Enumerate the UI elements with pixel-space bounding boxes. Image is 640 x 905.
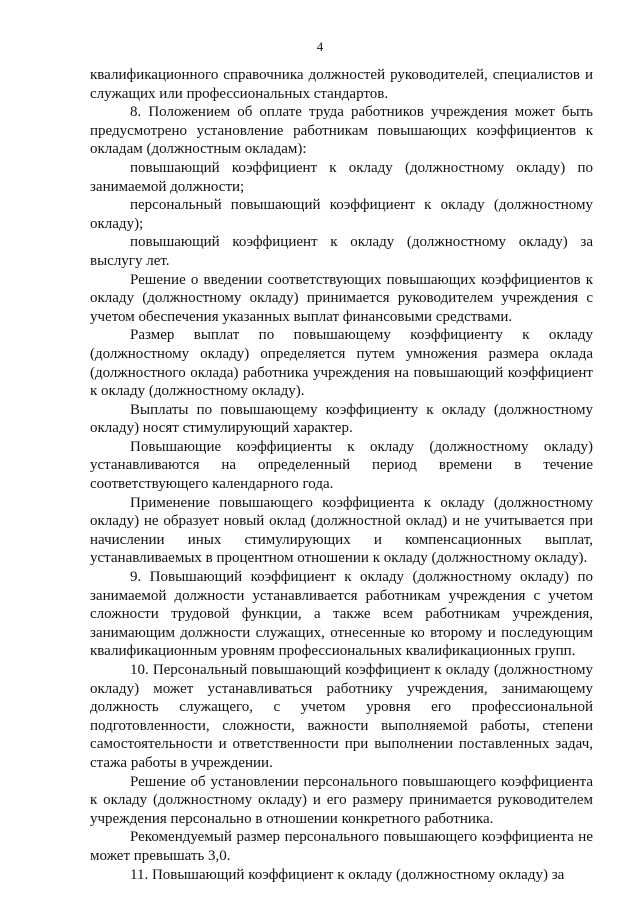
paragraph: Применение повышающего коэффициента к окладу (должностному окладу) не образует новый оклад (должностной оклад) и не учитывается при начислении иных стимулирующих и компенсационных выплат, устанавливаемых в процентном отношении к окладу (должностному окладу). — [90, 494, 593, 567]
document-body — [90, 66, 593, 884]
paragraph: повышающий коэффициент к окладу (должностному окладу) за выслугу лет. — [90, 234, 593, 269]
paragraph: 10. Персональный повышающий коэффициент к окладу (должностному окладу) может устанавливаться работнику учреждения, занимающему должность служащего, с учетом уровня его профессиональной подготовленности, сложности, важности выполняемой работы, степени самостоятельности и ответственности при выполнении поставленных задач, стажа работы в учреждении. — [90, 662, 593, 771]
paragraph: персональный повышающий коэффициент к окладу (должностному окладу); — [90, 197, 593, 232]
paragraph: 11. Повышающий коэффициент к окладу (должностному окладу) за — [130, 866, 565, 883]
paragraph: 8. Положением об оплате труда работников учреждения может быть предусмотрено установление работникам повышающих коэффициентов к окладам (должностным окладам): — [90, 104, 593, 158]
paragraph: 9. Повышающий коэффициент к окладу (должностному окладу) по занимаемой должности устанавливается работникам учреждения с учетом сложности трудовой функции, а также всем работникам учреждения, занимающим должности служащих, отнесенные ко второму и последующим квалификационным уровням профессиональных квалификационных групп. — [90, 569, 593, 660]
paragraph: Решение о введении соответствующих повышающих коэффициентов к окладу (должностному окладу) принимается руководителем учреждения с учетом обеспечения указанных выплат финансовыми средствами. — [90, 271, 593, 325]
page-number: 4 — [316, 39, 324, 54]
paragraph: квалификационного справочника должностей руководителей, специалистов и служащих или профессиональных стандартов. — [90, 67, 593, 102]
paragraph: Выплаты по повышающему коэффициенту к окладу (должностному окладу) носят стимулирующий характер. — [90, 401, 593, 437]
paragraph: Повышающие коэффициенты к окладу (должностному окладу) устанавливаются на определенный период времени в течение соответствующего календарного года. — [90, 438, 593, 493]
paragraph: повышающий коэффициент к окладу (должностному окладу) по занимаемой должности; — [90, 159, 593, 195]
paragraph: Рекомендуемый размер персонального повышающего коэффициента не может превышать 3,0. — [90, 829, 593, 864]
paragraph: Решение об установлении персонального повышающего коэффициента к окладу (должностному окладу) и его размеру принимается руководителем учреждения персонально в отношении конкретного работника. — [90, 773, 593, 827]
paragraph: Размер выплат по повышающему коэффициенту к окладу (должностному окладу) определяется путем умножения размера оклада (должностного оклада) работника учреждения на повышающий коэффициент к окладу (должностному окладу). — [90, 327, 593, 400]
